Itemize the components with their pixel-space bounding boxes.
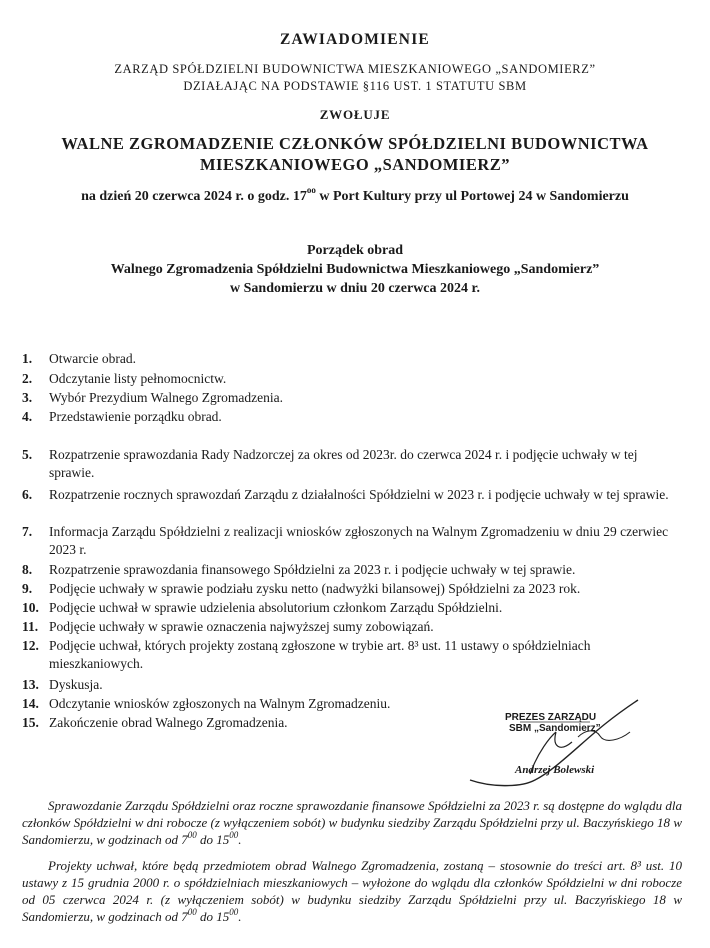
note-draft-resolutions: [22, 857, 682, 925]
agenda-item-text: Zakończenie obrad Walnego Zgromadzenia.: [49, 715, 288, 730]
note2-text-mid: do 15: [196, 909, 230, 924]
agenda-item-number: 10.: [22, 600, 39, 615]
date-suffix: w Port Kultury przy ul Portowej 24 w Sandomierzu: [315, 189, 629, 204]
agenda-title: Porządek obrad: [306, 243, 404, 258]
agenda-item-text: Podjęcie uchwały w sprawie podziału zysku netto (nadwyżki bilansowej) Spółdzielni za 2023 rok.: [49, 581, 581, 596]
note1-text-end: .: [238, 832, 242, 847]
agenda-item-number: 12.: [22, 638, 39, 653]
notice-title: ZAWIADOMIENIE: [280, 31, 430, 48]
agenda-item-number: 13.: [22, 677, 39, 692]
agenda-item-text: Podjęcie uchwał w sprawie udzielenia absolutorium członkom Zarządu Spółdzielni.: [49, 600, 503, 615]
note2-text: Projekty uchwał, które będą przedmiotem obrad Walnego Zgromadzenia, zostaną – stosownie do treści art. 8³ ust. 10 ustawy z 15 grudnia 2000 r. o spółdzielniach mieszkaniowych – wyłożone do wglądu dla członków Spółdzielni w dni robocze od 05 czerwca 2024 r. (z wyłączeniem sobót) w budynku siedziby Zarządu Spółdzielni przy ul. Baczyńskiego 18 w Sandomierzu, w godzinach od 7: [22, 858, 682, 924]
note2-sup-end: 00: [229, 906, 239, 917]
agenda-item-text: Informacja Zarządu Spółdzielni z realizacji wniosków zgłoszonych na Walnym Zgromadzeniu w dniu 29 czerwiec 2023 r.: [49, 524, 669, 557]
agenda-item-number: 4.: [22, 409, 33, 424]
agenda-item-text: Podjęcie uchwały w sprawie oznaczenia najwyższej sumy zobowiązań.: [49, 619, 434, 634]
note1-text: Sprawozdanie Zarządu Spółdzielni oraz roczne sprawozdanie finansowe Spółdzielni za 2023 r. są dostępne do wglądu dla członków Spółdzielni w dni robocze (z wyłączeniem sobót) w budynku siedziby Zarządu Spółdzielni przy ul. Baczyńskiego 18 w Sandomierzu, w godzinach od 7: [22, 798, 682, 847]
agenda-item-number: 5.: [22, 447, 33, 462]
meeting-date-place: [0, 185, 710, 205]
agenda-item-text: Dyskusja.: [49, 677, 103, 692]
convenes-heading: ZWOŁUJE: [319, 107, 391, 122]
agenda-subtitle-1: Walnego Zgromadzenia Spółdzielni Budownictwa Mieszkaniowego „Sandomierz”: [110, 262, 600, 277]
agenda-item-number: 8.: [22, 562, 33, 577]
agenda-item-number: 1.: [22, 351, 33, 366]
signature-org: SBM „Sandomierz”: [509, 723, 601, 734]
signature-name: Andrzej Bolewski: [515, 764, 595, 776]
statute-line: DZIAŁAJĄC NA PODSTAWIE §116 UST. 1 STATUTU SBM: [183, 79, 527, 93]
agenda-item-number: 14.: [22, 696, 39, 711]
agenda-item-text: Rozpatrzenie sprawozdania finansowego Spółdzielni za 2023 r. i podjęcie uchwały w tej sprawie.: [49, 562, 576, 577]
note2-sup-start: 00: [187, 906, 197, 917]
note1-sup-end: 00: [229, 829, 239, 840]
agenda-item-text: Podjęcie uchwał, których projekty zostaną zgłoszone w trybie art. 8³ ust. 11 ustawy o spółdzielniach mieszkaniowych.: [49, 638, 591, 671]
assembly-title-line2: MIESZKANIOWEGO „SANDOMIERZ”: [199, 155, 511, 174]
agenda-item-number: 2.: [22, 371, 33, 386]
handwritten-signature-icon: [460, 692, 660, 792]
agenda-item-number: 6.: [22, 487, 33, 502]
agenda-item-number: 15.: [22, 715, 39, 730]
board-line: ZARZĄD SPÓŁDZIELNI BUDOWNICTWA MIESZKANIOWEGO „SANDOMIERZ”: [114, 62, 596, 76]
date-hour-sup: oo: [306, 185, 316, 196]
agenda-item-text: Odczytanie wniosków zgłoszonych na Walnym Zgromadzeniu.: [49, 696, 391, 711]
signature-role: PREZES ZARZĄDU: [505, 712, 597, 723]
agenda-item-number: 3.: [22, 390, 33, 405]
agenda-item-text: Otwarcie obrad.: [49, 351, 136, 366]
note2-text-end: .: [238, 909, 242, 924]
agenda-item-text: Rozpatrzenie sprawozdania Rady Nadzorczej za okres od 2023r. do czerwca 2024 r. i podjęcie uchwały w tej sprawie.: [49, 447, 638, 480]
date-prefix: na dzień 20 czerwca 2024 r. o godz. 17: [81, 189, 307, 204]
agenda-item-text: Przedstawienie porządku obrad.: [49, 409, 222, 424]
agenda-item-text: Rozpatrzenie rocznych sprawozdań Zarządu z działalności Spółdzielni w 2023 r. i podjęcie uchwały w tej sprawie.: [49, 487, 669, 502]
agenda-item-number: 11.: [22, 619, 39, 634]
agenda-item-number: 9.: [22, 581, 33, 596]
note1-text-mid: do 15: [196, 832, 230, 847]
assembly-title-line1: WALNE ZGROMADZENIE CZŁONKÓW SPÓŁDZIELNI BUDOWNICTWA: [61, 134, 649, 153]
note-reports-availability: [22, 797, 682, 848]
note1-sup-start: 00: [187, 829, 197, 840]
agenda-subtitle-2: w Sandomierzu w dniu 20 czerwca 2024 r.: [230, 281, 480, 296]
agenda-item-text: Wybór Prezydium Walnego Zgromadzenia.: [49, 390, 284, 405]
agenda-item-text: Odczytanie listy pełnomocnictw.: [49, 371, 227, 386]
agenda-item-number: 7.: [22, 524, 33, 539]
